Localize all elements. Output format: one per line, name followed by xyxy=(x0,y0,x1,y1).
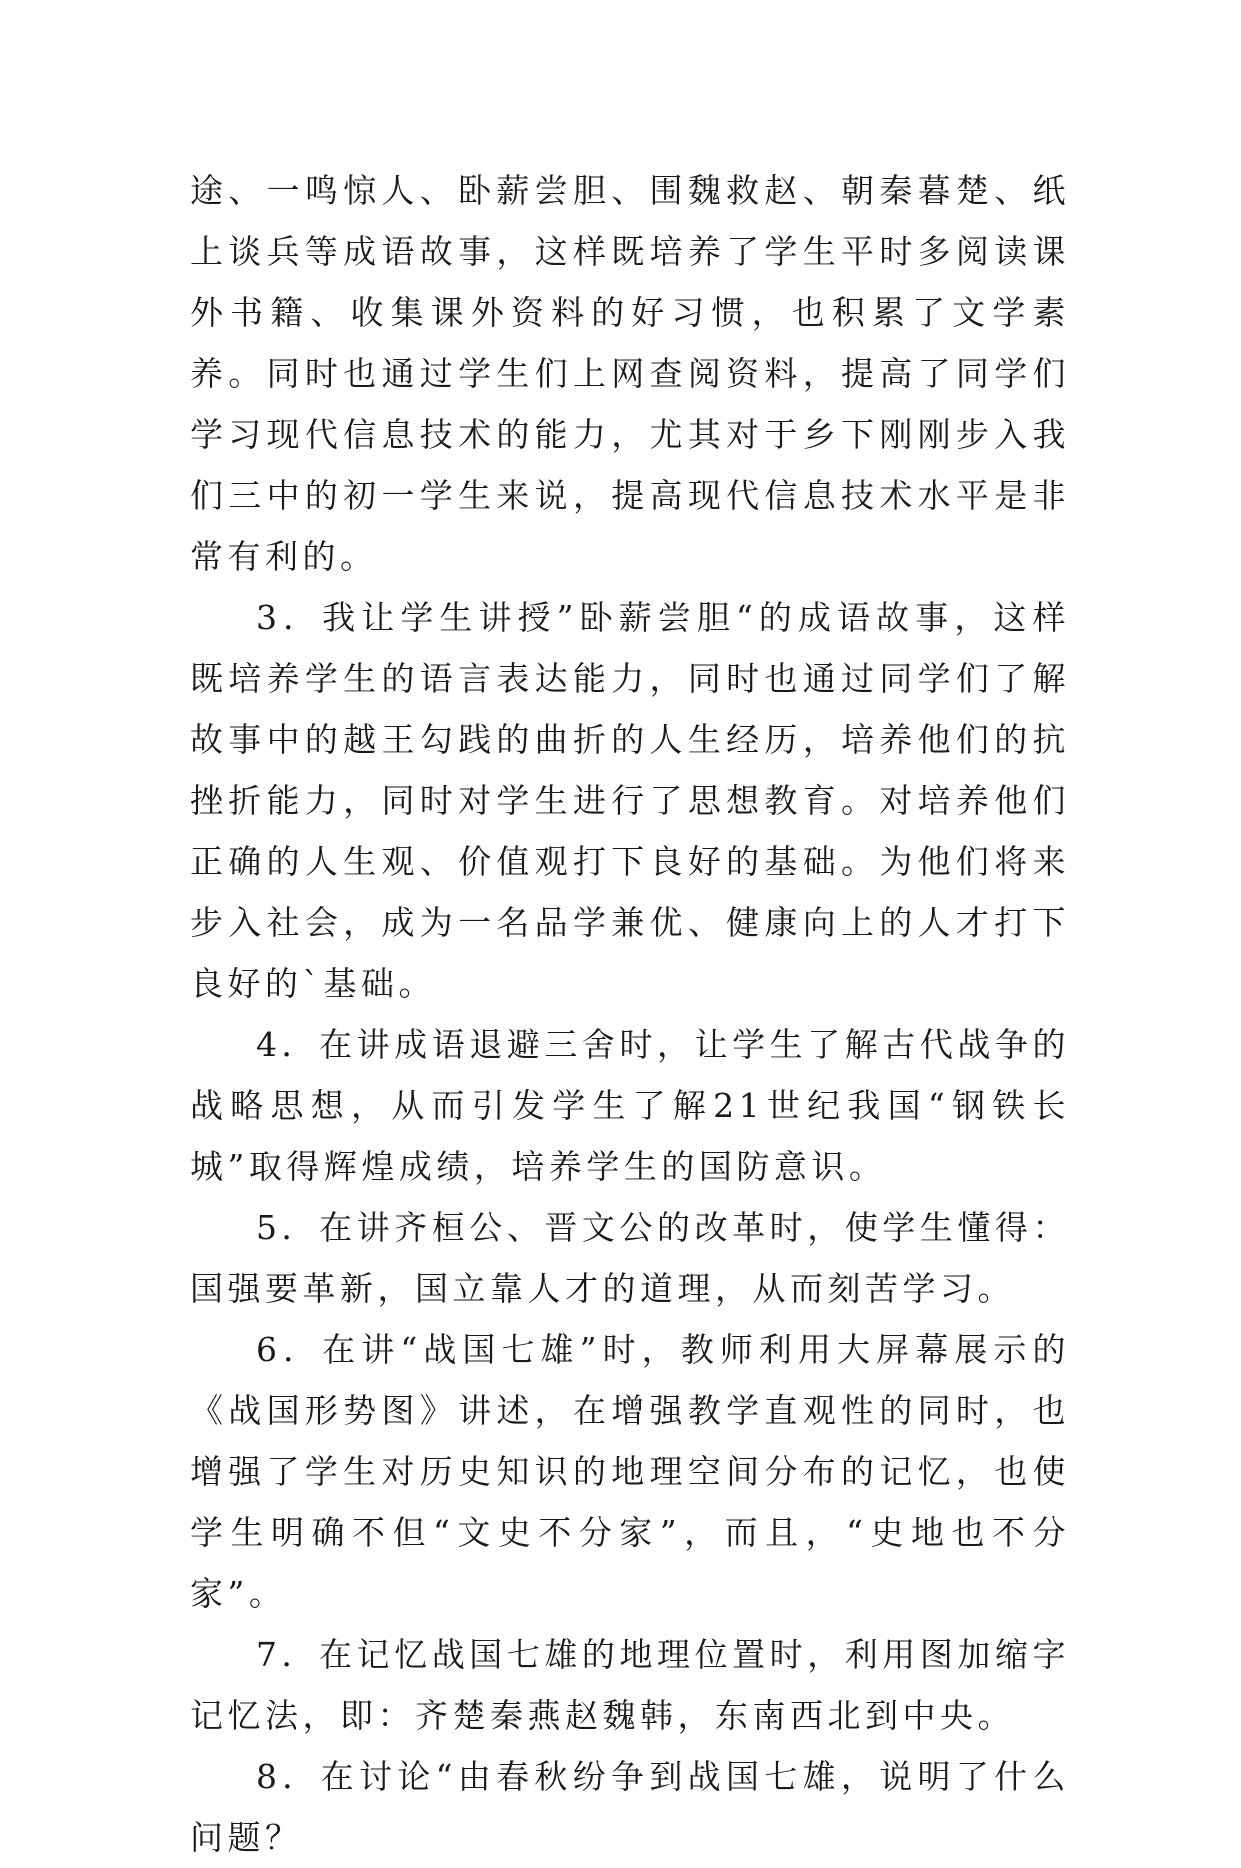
paragraph-item-5: 5．在讲齐桓公、晋文公的改革时，使学生懂得：国强要革新，国立靠人才的道理，从而刻苦学习。 xyxy=(190,1208,1070,1308)
paragraph-continuation: 途、一鸣惊人、卧薪尝胆、围魏救赵、朝秦暮楚、纸上谈兵等成语故事，这样既培养了学生平时多阅读课外书籍、收集课外资料的好习惯，也积累了文学素养。同时也通过学生们上网查阅资料，提高了同学们学习现代信息技术的能力，尤其对于乡下刚刚步入我们三中的初一学生来说，提高现代信息技术水平是非常有利的。 xyxy=(190,171,1070,576)
paragraph-item-8: 8．在讨论“由春秋纷争到战国七雄，说明了什么问题？ xyxy=(190,1757,1070,1857)
paragraph-item-7: 7．在记忆战国七雄的地理位置时，利用图加缩字记忆法，即：齐楚秦燕赵魏韩，东南西北到中央。 xyxy=(190,1635,1070,1735)
paragraph-item-4: 4．在讲成语退避三舍时，让学生了解古代战争的战略思想，从而引发学生了解21世纪我国“钢铁长城”取得辉煌成绩，培养学生的国防意识。 xyxy=(190,1025,1070,1186)
document-body xyxy=(190,160,1070,1868)
paragraph-item-3: 3．我让学生讲授”卧薪尝胆“的成语故事，这样既培养学生的语言表达能力，同时也通过同学们了解故事中的越王勾践的曲折的人生经历，培养他们的抗挫折能力，同时对学生进行了思想教育。对培养他们正确的人生观、价值观打下良好的基础。为他们将来步入社会，成为一名品学兼优、健康向上的人才打下良好的`基础。 xyxy=(190,598,1070,1003)
paragraph-item-6: 6．在讲“战国七雄”时，教师利用大屏幕展示的《战国形势图》讲述，在增强教学直观性的同时，也增强了学生对历史知识的地理空间分布的记忆，也使学生明确不但“文史不分家”，而且，“史地也不分家”。 xyxy=(190,1330,1070,1613)
